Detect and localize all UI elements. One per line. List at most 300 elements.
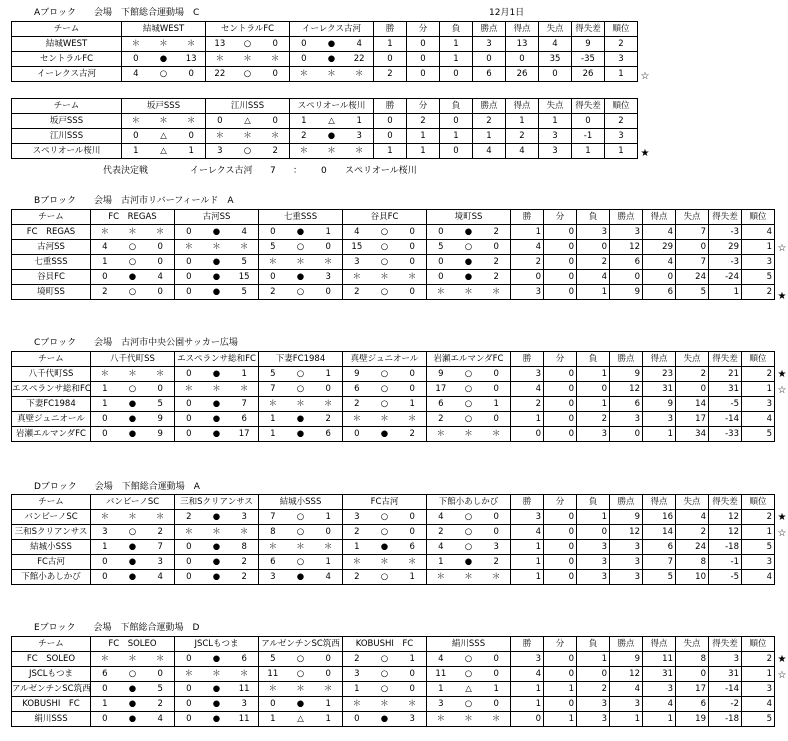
score-against: ＊ <box>354 69 364 79</box>
column-header: 分 <box>544 495 577 510</box>
result-symbol: ○ <box>128 242 137 252</box>
result-symbol: ＊ <box>212 242 221 252</box>
score-against: 6 <box>241 654 247 664</box>
stat-goals-for: 1 <box>643 427 676 442</box>
stat-losses: 0 <box>577 525 610 540</box>
score-against: 0 <box>157 669 163 679</box>
stat-goal-difference: 1 <box>572 144 605 159</box>
standings-table <box>11 494 775 585</box>
column-header: 得点 <box>643 495 676 510</box>
score-for: 0 <box>102 572 108 582</box>
result-symbol: ● <box>296 572 305 582</box>
match-result-cell <box>427 427 511 442</box>
column-header: 負 <box>577 210 610 225</box>
stat-points: 3 <box>610 570 643 585</box>
column-header: アルゼンチンSC筑西 <box>259 637 343 652</box>
stat-goals-for: 31 <box>643 667 676 682</box>
score-against: 2 <box>493 257 499 267</box>
column-header: チーム <box>12 637 91 652</box>
column-header: 得点 <box>506 99 539 114</box>
stat-wins: 4 <box>511 240 544 255</box>
score-for: 11 <box>267 669 279 679</box>
column-header: チーム <box>12 495 91 510</box>
match-result-cell <box>259 412 343 427</box>
open-star-icon: ☆ <box>777 243 787 254</box>
score-for: 13 <box>214 39 226 49</box>
stat-goals-for: 6 <box>643 285 676 300</box>
stat-points: 12 <box>610 240 643 255</box>
stat-rank: 5 <box>742 427 775 442</box>
score-for: 0 <box>186 557 192 567</box>
score-against: ＊ <box>239 527 249 537</box>
score-against: 0 <box>409 242 415 252</box>
score-against: 1 <box>325 699 331 709</box>
result-symbol: ● <box>212 287 221 297</box>
result-symbol: ○ <box>380 257 389 267</box>
stat-goals-against: 17 <box>676 412 709 427</box>
stat-goals-against: 2 <box>676 367 709 382</box>
stat-goals-against: 4 <box>676 510 709 525</box>
result-symbol: ○ <box>380 287 389 297</box>
stat-draws: 0 <box>544 510 577 525</box>
result-symbol: ● <box>128 399 137 409</box>
score-against: 0 <box>409 384 415 394</box>
result-symbol: ＊ <box>159 116 168 126</box>
match-result-cell <box>343 367 427 382</box>
result-symbol: △ <box>160 146 167 156</box>
stat-draws: 0 <box>544 240 577 255</box>
score-for: 17 <box>435 384 447 394</box>
team-name: エスペランサ総和FC <box>12 382 91 397</box>
column-header: FC REGAS <box>91 210 175 225</box>
stat-points: 9 <box>610 652 643 667</box>
score-against: 0 <box>493 699 499 709</box>
match-result-cell <box>427 652 511 667</box>
table-row <box>12 114 638 129</box>
column-header: 順位 <box>742 495 775 510</box>
stat-points: 9 <box>610 367 643 382</box>
score-for: ＊ <box>268 542 278 552</box>
score-against: 2 <box>157 527 163 537</box>
score-for: 2 <box>301 131 307 141</box>
score-against: ＊ <box>270 131 280 141</box>
column-header: 勝点 <box>610 210 643 225</box>
standings-table <box>11 636 775 727</box>
match-result-cell <box>290 52 374 67</box>
stat-goals-against: 24 <box>676 540 709 555</box>
match-result-cell <box>91 510 175 525</box>
match-result-cell <box>343 412 427 427</box>
score-for: 0 <box>186 287 192 297</box>
stat-rank: 3 <box>742 682 775 697</box>
score-against: ＊ <box>491 287 501 297</box>
result-symbol: ● <box>327 131 336 141</box>
score-against: 6 <box>241 414 247 424</box>
score-for: 4 <box>438 542 444 552</box>
result-symbol: ＊ <box>243 131 252 141</box>
stat-goals-for: 6 <box>643 540 676 555</box>
stat-rank: 3 <box>605 52 638 67</box>
result-symbol: ○ <box>380 527 389 537</box>
open-star-icon: ☆ <box>640 71 650 82</box>
stat-goals-against: 0 <box>676 382 709 397</box>
score-against: 6 <box>325 429 331 439</box>
stat-goals-against: 7 <box>676 255 709 270</box>
stat-goals-for: 4 <box>643 225 676 240</box>
score-for: 0 <box>186 257 192 267</box>
score-against: 1 <box>409 654 415 664</box>
score-for: 3 <box>354 669 360 679</box>
stat-goals-for: 2 <box>506 129 539 144</box>
result-symbol: ○ <box>464 399 473 409</box>
stat-points: 9 <box>610 510 643 525</box>
score-for: 4 <box>133 69 139 79</box>
table-row <box>12 144 638 159</box>
match-result-cell <box>343 240 427 255</box>
stat-goal-difference: 12 <box>709 510 742 525</box>
stat-goal-difference: -5 <box>709 570 742 585</box>
score-against: 0 <box>188 69 194 79</box>
stat-goal-difference: 26 <box>572 67 605 82</box>
table-row <box>12 652 775 667</box>
stat-rank: 5 <box>742 712 775 727</box>
score-for: 6 <box>102 669 108 679</box>
open-star-icon: ☆ <box>777 670 787 681</box>
match-result-cell <box>427 510 511 525</box>
score-against: ＊ <box>407 699 417 709</box>
score-against: 13 <box>185 54 197 64</box>
column-header: 勝 <box>511 352 544 367</box>
result-symbol: △ <box>465 684 472 694</box>
score-for: ＊ <box>268 257 278 267</box>
match-result-cell <box>259 570 343 585</box>
match-result-cell <box>91 540 175 555</box>
match-result-cell <box>259 667 343 682</box>
stat-losses: 1 <box>440 37 473 52</box>
stat-goals-for: 14 <box>643 525 676 540</box>
score-against: 0 <box>325 669 331 679</box>
column-header: 境町SS <box>427 210 511 225</box>
match-result-cell <box>175 570 259 585</box>
score-for: 0 <box>438 227 444 237</box>
match-result-cell <box>91 367 175 382</box>
stat-points: 0 <box>473 52 506 67</box>
score-against: 2 <box>409 429 415 439</box>
stat-rank: 4 <box>742 412 775 427</box>
score-for: 0 <box>270 272 276 282</box>
stat-points: 3 <box>610 540 643 555</box>
score-against: ＊ <box>239 384 249 394</box>
column-header: 勝点 <box>473 22 506 37</box>
result-symbol: ○ <box>243 39 252 49</box>
stat-losses: 3 <box>577 225 610 240</box>
table-row <box>12 682 775 697</box>
score-for: 1 <box>102 257 108 267</box>
stat-draws: 0 <box>544 225 577 240</box>
team-name: JSCLもつま <box>12 667 91 682</box>
column-header: 三和Sクリアンサス <box>175 495 259 510</box>
score-for: 0 <box>270 227 276 237</box>
result-symbol: ● <box>212 699 221 709</box>
score-for: 0 <box>186 684 192 694</box>
score-for: ＊ <box>100 654 110 664</box>
result-symbol: ● <box>380 714 389 724</box>
stat-wins: 1 <box>511 697 544 712</box>
match-result-cell <box>175 367 259 382</box>
standings-table <box>11 209 775 300</box>
score-against: 1 <box>493 399 499 409</box>
score-against: ＊ <box>323 399 333 409</box>
stat-goals-for: 7 <box>643 555 676 570</box>
score-against: 3 <box>356 131 362 141</box>
match-result-cell <box>175 525 259 540</box>
column-header: 七重SSS <box>259 210 343 225</box>
stat-draws: 1 <box>544 682 577 697</box>
result-symbol: ○ <box>464 369 473 379</box>
stat-draws: 0 <box>544 555 577 570</box>
result-symbol: ＊ <box>464 572 473 582</box>
table-row <box>12 427 775 442</box>
score-against: ＊ <box>407 414 417 424</box>
score-for: 1 <box>102 384 108 394</box>
result-symbol: ＊ <box>296 257 305 267</box>
stat-losses: 3 <box>577 555 610 570</box>
match-result-cell <box>427 240 511 255</box>
stat-points: 9 <box>610 285 643 300</box>
score-against: 1 <box>325 369 331 379</box>
stat-rank: 3 <box>742 255 775 270</box>
stat-wins: 1 <box>511 412 544 427</box>
team-name: FC REGAS <box>12 225 91 240</box>
result-symbol: ○ <box>464 654 473 664</box>
result-symbol: ○ <box>464 384 473 394</box>
stat-draws: 1 <box>544 712 577 727</box>
score-for: 22 <box>214 69 226 79</box>
score-against: 3 <box>409 714 415 724</box>
stat-goal-difference: -18 <box>709 540 742 555</box>
stat-goals-against: 0 <box>539 67 572 82</box>
result-symbol: ○ <box>296 287 305 297</box>
stat-losses: 3 <box>577 427 610 442</box>
stat-wins: 2 <box>511 397 544 412</box>
score-against: ＊ <box>155 512 165 522</box>
score-for: 0 <box>186 227 192 237</box>
score-against: ＊ <box>407 272 417 282</box>
score-against: 6 <box>409 542 415 552</box>
stat-points: 12 <box>610 382 643 397</box>
result-symbol: ● <box>212 572 221 582</box>
match-result-cell <box>175 510 259 525</box>
match-result-cell <box>206 67 290 82</box>
stat-losses: 3 <box>577 570 610 585</box>
score-against: 9 <box>157 429 163 439</box>
stat-goals-against: 6 <box>676 697 709 712</box>
score-for: 0 <box>102 272 108 282</box>
score-for: ＊ <box>436 572 446 582</box>
score-for: 0 <box>186 699 192 709</box>
match-result-cell <box>175 397 259 412</box>
result-symbol: ○ <box>128 669 137 679</box>
match-result-cell <box>206 129 290 144</box>
score-against: 22 <box>353 54 365 64</box>
match-result-cell <box>343 540 427 555</box>
match-result-cell <box>259 240 343 255</box>
stat-goals-against: 14 <box>676 397 709 412</box>
stat-losses: 1 <box>577 510 610 525</box>
score-for: 0 <box>438 272 444 282</box>
score-against: 1 <box>409 399 415 409</box>
score-for: 3 <box>438 699 444 709</box>
column-header: 順位 <box>605 99 638 114</box>
match-result-cell <box>259 697 343 712</box>
column-header: KOBUSHI FC <box>343 637 427 652</box>
column-header: 失点 <box>676 210 709 225</box>
column-header: 勝点 <box>610 352 643 367</box>
result-symbol: ○ <box>464 414 473 424</box>
stat-rank: 2 <box>605 37 638 52</box>
score-against: 0 <box>493 654 499 664</box>
score-against: 0 <box>157 287 163 297</box>
column-header: 得点 <box>506 22 539 37</box>
decider-team2: スペリオール桜川 <box>345 166 417 176</box>
match-result-cell <box>259 712 343 727</box>
result-symbol: ＊ <box>296 399 305 409</box>
match-result-cell <box>290 129 374 144</box>
score-for: ＊ <box>184 669 194 679</box>
stat-goals-against: 8 <box>676 555 709 570</box>
match-result-cell <box>343 397 427 412</box>
table-row <box>12 525 775 540</box>
result-symbol: ○ <box>296 654 305 664</box>
stat-wins: 3 <box>511 652 544 667</box>
stat-goal-difference: -33 <box>709 427 742 442</box>
result-symbol: ○ <box>243 69 252 79</box>
result-symbol: ● <box>212 429 221 439</box>
column-header: 得失差 <box>709 495 742 510</box>
score-for: ＊ <box>436 714 446 724</box>
score-against: 0 <box>188 131 194 141</box>
score-for: 0 <box>133 54 139 64</box>
stat-points: 1 <box>473 129 506 144</box>
team-name: アルゼンチンSC筑西 <box>12 682 91 697</box>
stat-rank: 2 <box>605 114 638 129</box>
result-symbol: ＊ <box>464 429 473 439</box>
result-symbol: △ <box>244 116 251 126</box>
column-header: 勝 <box>374 22 407 37</box>
match-result-cell <box>343 270 427 285</box>
stat-losses: 0 <box>577 382 610 397</box>
score-for: 8 <box>270 527 276 537</box>
score-against: 0 <box>272 39 278 49</box>
match-result-cell <box>343 570 427 585</box>
match-result-cell <box>343 697 427 712</box>
match-result-cell <box>427 667 511 682</box>
match-result-cell <box>259 285 343 300</box>
stat-goals-against: 35 <box>539 52 572 67</box>
stat-rank: 4 <box>742 697 775 712</box>
score-for: ＊ <box>215 54 225 64</box>
stat-rank: 2 <box>742 510 775 525</box>
score-against: 2 <box>493 272 499 282</box>
result-symbol: △ <box>160 131 167 141</box>
open-star-icon: ☆ <box>777 385 787 396</box>
stat-draws: 0 <box>544 667 577 682</box>
score-for: 1 <box>301 116 307 126</box>
match-result-cell <box>91 255 175 270</box>
column-header: 順位 <box>605 22 638 37</box>
table-row <box>12 412 775 427</box>
stat-goal-difference: 9 <box>572 37 605 52</box>
stat-goals-for: 3 <box>643 412 676 427</box>
score-against: 0 <box>325 384 331 394</box>
team-name: 谷貝FC <box>12 270 91 285</box>
decider-label: 代表決定戦 <box>103 166 149 176</box>
column-header: 結城小SSS <box>259 495 343 510</box>
score-against: ＊ <box>354 146 364 156</box>
match-result-cell <box>427 382 511 397</box>
stat-wins: 2 <box>374 67 407 82</box>
score-for: ＊ <box>100 227 110 237</box>
column-header: 勝 <box>511 637 544 652</box>
score-for: 1 <box>438 557 444 567</box>
result-symbol: ○ <box>296 669 305 679</box>
stat-draws: 1 <box>407 144 440 159</box>
stat-goals-against: 34 <box>676 427 709 442</box>
stat-rank: 3 <box>742 397 775 412</box>
match-result-cell <box>343 682 427 697</box>
result-symbol: ● <box>212 257 221 267</box>
column-header: 坂戸SSS <box>122 99 206 114</box>
column-header: 江川SSS <box>206 99 290 114</box>
stat-goals-for: 29 <box>643 240 676 255</box>
score-for: 2 <box>354 572 360 582</box>
block-title: Aブロック 会場 下館総合運動場 C <box>34 8 200 18</box>
score-against: 0 <box>409 369 415 379</box>
stat-wins: 0 <box>374 114 407 129</box>
match-result-cell <box>427 255 511 270</box>
team-name: FC SOLEO <box>12 652 91 667</box>
match-result-cell <box>259 555 343 570</box>
score-for: 4 <box>438 512 444 522</box>
score-against: 0 <box>409 527 415 537</box>
score-against: 0 <box>493 242 499 252</box>
match-result-cell <box>91 682 175 697</box>
stat-goals-for: 0 <box>643 270 676 285</box>
stat-rank: 2 <box>742 285 775 300</box>
stat-goals-against: 19 <box>676 712 709 727</box>
stat-draws: 0 <box>544 285 577 300</box>
column-header: 得失差 <box>572 22 605 37</box>
score-for: 0 <box>186 572 192 582</box>
match-result-cell <box>175 240 259 255</box>
stat-points: 12 <box>610 667 643 682</box>
stat-points: 3 <box>610 225 643 240</box>
table-row <box>12 270 775 285</box>
match-result-cell <box>122 52 206 67</box>
score-for: 5 <box>270 654 276 664</box>
result-symbol: ○ <box>380 572 389 582</box>
stat-draws: 0 <box>544 525 577 540</box>
result-symbol: ＊ <box>380 699 389 709</box>
match-result-cell <box>122 144 206 159</box>
result-symbol: ＊ <box>327 146 336 156</box>
score-for: 2 <box>354 654 360 664</box>
stat-goals-against: 8 <box>676 652 709 667</box>
table-row <box>12 240 775 255</box>
score-for: 9 <box>438 369 444 379</box>
score-against: 1 <box>409 572 415 582</box>
stat-goals-for: 4 <box>643 255 676 270</box>
